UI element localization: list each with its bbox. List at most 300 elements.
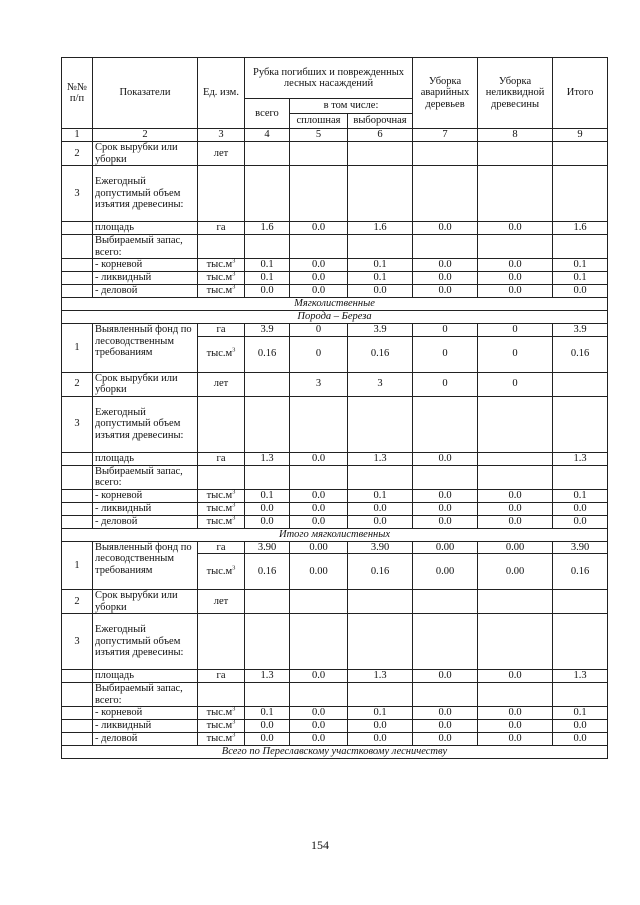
table-row [62,259,608,272]
page-number: 154 [311,838,329,852]
value-cell: 0.0 [413,272,478,285]
row-label: - корневой [93,489,198,502]
empty-cell [245,396,290,452]
section-title: Мягколиственные [62,298,608,311]
value-cell: 1.3 [553,670,608,683]
row-label: площадь [93,222,198,235]
value-cell [553,142,608,166]
unit-cell: лет [198,142,245,166]
stock-heading-row [62,235,608,259]
empty-num-cell [62,452,93,465]
row-label: - деловой [93,285,198,298]
value-cell: 3.9 [245,324,290,337]
column-numbers-row [62,129,608,142]
unit-cell: лет [198,590,245,614]
value-cell: 1.3 [245,452,290,465]
table-row [62,272,608,285]
stock-heading-row [62,683,608,707]
value-cell: 0.0 [290,259,348,272]
unit-text: тыс.м [206,259,233,271]
row-label: площадь [93,452,198,465]
value-cell: 0.0 [478,733,553,746]
value-cell: 1.6 [553,222,608,235]
value-cell: 1.6 [245,222,290,235]
header-selective: выборочная [348,114,413,129]
row-num: 2 [62,590,93,614]
empty-num-cell [62,720,93,733]
colnum: 3 [198,129,245,142]
header-illiquid: Уборка неликвидной древесины [478,58,553,129]
unit-superscript: 3 [232,257,236,265]
row-label: Срок вырубки или уборки [93,372,198,396]
empty-cell [290,465,348,489]
empty-cell [348,465,413,489]
row-label: Срок вырубки или уборки [93,590,198,614]
value-cell: 0.1 [245,707,290,720]
value-cell: 3 [348,372,413,396]
value-cell [348,142,413,166]
section-row [62,311,608,324]
empty-cell [478,166,553,222]
unit-cell: лет [198,372,245,396]
value-cell: 0 [478,372,553,396]
empty-cell [290,166,348,222]
value-cell [245,372,290,396]
value-cell: 0.0 [478,707,553,720]
colnum: 7 [413,129,478,142]
value-cell: 0.0 [413,452,478,465]
value-cell: 1.3 [245,670,290,683]
value-cell: 0.0 [553,515,608,528]
value-cell: 0.1 [348,489,413,502]
value-cell: 0 [413,372,478,396]
value-cell: 0.00 [478,541,553,554]
value-cell: 0.1 [553,489,608,502]
colnum: 6 [348,129,413,142]
colnum: 5 [290,129,348,142]
unit-superscript: 3 [232,270,236,278]
empty-cell [413,235,478,259]
empty-cell [413,683,478,707]
unit-text: тыс.м [206,285,233,297]
unit-cell [198,489,245,502]
empty-cell [478,614,553,670]
value-cell: 0.00 [290,541,348,554]
value-cell: 0.0 [478,515,553,528]
unit-text: тыс.м [206,489,233,501]
empty-cell [413,614,478,670]
value-cell: 0 [413,324,478,337]
value-cell: 0.0 [413,285,478,298]
value-cell: 0.1 [553,272,608,285]
empty-cell [348,614,413,670]
empty-num-cell [62,235,93,259]
empty-cell [198,614,245,670]
unit-cell [198,222,245,235]
section-row [62,298,608,311]
row-num: 3 [62,166,93,222]
row-num: 3 [62,614,93,670]
table-row [62,720,608,733]
section-row [62,528,608,541]
unit-text: тыс.м [206,565,233,577]
value-cell: 0.0 [413,733,478,746]
table-row [62,452,608,465]
header-total-all: всего [245,99,290,129]
value-cell: 0.0 [348,285,413,298]
value-cell [413,590,478,614]
row-num: 2 [62,372,93,396]
row-label: - деловой [93,733,198,746]
value-cell [348,590,413,614]
unit-superscript: 3 [232,731,236,739]
annual-volume-row [62,614,608,670]
row-label: Ежегодный допустимый объем изъятия древесины: [93,614,198,670]
header-emergency: Уборка аварийных деревьев [413,58,478,129]
value-cell: 0.0 [245,515,290,528]
unit-cell [198,554,245,590]
unit-cell [198,733,245,746]
colnum: 2 [93,129,198,142]
value-cell: 0 [478,324,553,337]
table-row [62,285,608,298]
value-cell: 0 [290,336,348,372]
empty-cell [553,465,608,489]
value-cell: 0.1 [553,259,608,272]
unit-text: га [216,324,226,335]
unit-text: тыс.м [206,272,233,284]
unit-cell [198,502,245,515]
value-cell: 0.0 [245,720,290,733]
value-cell [290,590,348,614]
value-cell: 0.1 [348,272,413,285]
value-cell: 0.0 [348,733,413,746]
value-cell [245,142,290,166]
empty-cell [478,683,553,707]
table-row [62,515,608,528]
value-cell: 0.16 [245,336,290,372]
empty-num-cell [62,285,93,298]
empty-cell [413,396,478,452]
value-cell: 0.1 [245,259,290,272]
row-label: Выбираемый запас, всего: [93,235,198,259]
value-cell [553,372,608,396]
unit-cell [198,259,245,272]
value-cell: 0.0 [348,515,413,528]
empty-cell [553,166,608,222]
value-cell: 0.0 [478,670,553,683]
value-cell: 0.0 [245,285,290,298]
empty-cell [348,683,413,707]
value-cell: 0.0 [290,222,348,235]
value-cell [478,142,553,166]
value-cell: 0.0 [413,489,478,502]
empty-cell [290,614,348,670]
section-title: Всего по Переславскому участковому лесничеству [62,746,608,759]
value-cell: 0.1 [245,272,290,285]
value-cell: 0.0 [413,259,478,272]
empty-cell [553,683,608,707]
value-cell: 0.0 [290,707,348,720]
value-cell: 0.0 [290,733,348,746]
value-cell: 3.90 [553,541,608,554]
unit-text: тыс.м [206,348,233,360]
empty-num-cell [62,733,93,746]
empty-cell [198,683,245,707]
value-cell: 0.0 [290,670,348,683]
unit-cell [198,670,245,683]
unit-superscript: 3 [232,564,236,572]
empty-cell [198,166,245,222]
unit-superscript: 3 [232,501,236,509]
value-cell: 0.0 [348,720,413,733]
header-indicators: Показатели [93,58,198,129]
empty-cell [553,396,608,452]
value-cell: 0.0 [290,720,348,733]
colnum: 1 [62,129,93,142]
header-total: Итого [553,58,608,129]
empty-cell [245,465,290,489]
header-unit: Ед. изм. [198,58,245,129]
value-cell: 0.16 [348,554,413,590]
empty-cell [553,614,608,670]
empty-cell [413,166,478,222]
fund-row [62,541,608,554]
empty-cell [413,465,478,489]
value-cell: 0.00 [478,554,553,590]
header-clear: сплошная [290,114,348,129]
fund-row [62,324,608,337]
header-felling: Рубка погибших и поврежденных лесных насаждений [245,58,413,99]
term-row [62,372,608,396]
empty-cell [245,683,290,707]
value-cell: 0.1 [348,707,413,720]
value-cell: 0.0 [290,515,348,528]
empty-num-cell [62,502,93,515]
colnum: 4 [245,129,290,142]
row-label: Выявленный фонд по лесоводственным требованиям [93,324,198,373]
value-cell: 0.0 [553,502,608,515]
value-cell: 1.3 [348,670,413,683]
value-cell: 0.0 [245,733,290,746]
empty-num-cell [62,683,93,707]
unit-text: тыс.м [206,515,233,527]
header-including: в том числе: [290,99,413,114]
empty-num-cell [62,272,93,285]
value-cell: 0.0 [478,259,553,272]
value-cell: 0.1 [245,489,290,502]
row-label: - деловой [93,515,198,528]
annual-volume-row [62,166,608,222]
row-label: - корневой [93,259,198,272]
empty-cell [478,396,553,452]
value-cell: 0.16 [553,554,608,590]
value-cell: 0.0 [478,489,553,502]
empty-cell [290,396,348,452]
value-cell: 0.0 [478,272,553,285]
term-row [62,590,608,614]
value-cell: 0.0 [245,502,290,515]
forestry-table [61,57,608,759]
section-title: Итого мягколиственных [62,528,608,541]
unit-text: га [216,670,226,682]
row-num: 1 [62,324,93,373]
unit-cell [198,720,245,733]
stock-heading-row [62,465,608,489]
row-num: 3 [62,396,93,452]
empty-cell [348,235,413,259]
value-cell: 0.0 [553,733,608,746]
row-label: Выявленный фонд по лесоводственным требованиям [93,541,198,590]
empty-cell [348,166,413,222]
empty-num-cell [62,259,93,272]
row-label: Ежегодный допустимый объем изъятия древесины: [93,396,198,452]
value-cell: 0.00 [413,541,478,554]
value-cell: 0.0 [290,272,348,285]
unit-cell [198,452,245,465]
unit-cell [198,541,245,554]
unit-superscript: 3 [232,488,236,496]
value-cell: 0.0 [478,222,553,235]
row-num: 1 [62,541,93,590]
value-cell [245,590,290,614]
value-cell: 0.0 [413,222,478,235]
empty-num-cell [62,222,93,235]
value-cell [290,142,348,166]
value-cell: 0.0 [413,670,478,683]
value-cell: 1.6 [348,222,413,235]
unit-superscript: 3 [232,705,236,713]
empty-num-cell [62,670,93,683]
value-cell: 0.00 [413,554,478,590]
unit-cell [198,272,245,285]
value-cell [478,590,553,614]
unit-text: тыс.м [206,733,233,745]
value-cell: 0.0 [413,707,478,720]
unit-text: тыс.м [206,720,233,732]
value-cell: 3 [290,372,348,396]
table-row [62,670,608,683]
value-cell: 3.9 [553,324,608,337]
unit-superscript: 3 [232,514,236,522]
value-cell: 0.0 [553,285,608,298]
value-cell: 0.0 [413,502,478,515]
value-cell: 0.16 [245,554,290,590]
row-label: Выбираемый запас, всего: [93,683,198,707]
unit-cell [198,285,245,298]
empty-num-cell [62,465,93,489]
colnum: 8 [478,129,553,142]
unit-superscript: 3 [232,718,236,726]
value-cell: 0.0 [478,502,553,515]
value-cell: 3.9 [348,324,413,337]
value-cell [553,590,608,614]
value-cell: 0.16 [553,336,608,372]
unit-cell [198,336,245,372]
value-cell: 0.1 [348,259,413,272]
value-cell: 0.00 [290,554,348,590]
table-row [62,222,608,235]
row-label: - ликвидный [93,272,198,285]
value-cell: 0.0 [290,452,348,465]
empty-cell [348,396,413,452]
empty-cell [290,235,348,259]
value-cell: 0.16 [348,336,413,372]
value-cell: 0.0 [413,515,478,528]
table-row [62,489,608,502]
value-cell: 1.3 [348,452,413,465]
empty-num-cell [62,489,93,502]
value-cell: 0 [478,336,553,372]
row-label: - корневой [93,707,198,720]
empty-cell [245,166,290,222]
value-cell: 0.0 [478,720,553,733]
value-cell: 0.0 [348,502,413,515]
value-cell: 0 [290,324,348,337]
empty-cell [478,235,553,259]
empty-num-cell [62,707,93,720]
empty-cell [290,683,348,707]
value-cell: 0.0 [290,489,348,502]
unit-cell [198,515,245,528]
unit-text: га [216,452,226,464]
row-label: Выбираемый запас, всего: [93,465,198,489]
value-cell: 3.90 [348,541,413,554]
table-row [62,733,608,746]
table-row [62,707,608,720]
unit-cell [198,324,245,337]
unit-text: га [216,541,226,553]
empty-cell [198,396,245,452]
section-title: Порода – Береза [62,311,608,324]
section-row [62,746,608,759]
empty-num-cell [62,515,93,528]
unit-text: га [216,222,226,234]
value-cell: 0.0 [478,285,553,298]
unit-superscript: 3 [232,283,236,291]
value-cell [413,142,478,166]
unit-text: тыс.м [206,707,233,719]
row-label: площадь [93,670,198,683]
value-cell: 0.0 [553,720,608,733]
value-cell: 0.0 [290,285,348,298]
term-row [62,142,608,166]
unit-superscript: 3 [232,346,236,354]
header-num: №№ п/п [62,58,93,129]
unit-cell [198,707,245,720]
colnum: 9 [553,129,608,142]
annual-volume-row [62,396,608,452]
empty-cell [198,235,245,259]
table-row [62,502,608,515]
value-cell: 0.0 [290,502,348,515]
unit-text: тыс.м [206,502,233,514]
row-label: Срок вырубки или уборки [93,142,198,166]
value-cell: 0.1 [553,707,608,720]
value-cell: 0.0 [413,720,478,733]
row-label: - ликвидный [93,720,198,733]
empty-cell [553,235,608,259]
value-cell: 1.3 [553,452,608,465]
value-cell: 3.90 [245,541,290,554]
row-label: Ежегодный допустимый объем изъятия древесины: [93,166,198,222]
empty-cell [245,235,290,259]
value-cell: 0 [413,336,478,372]
row-num: 2 [62,142,93,166]
empty-cell [245,614,290,670]
value-cell [478,452,553,465]
empty-cell [198,465,245,489]
